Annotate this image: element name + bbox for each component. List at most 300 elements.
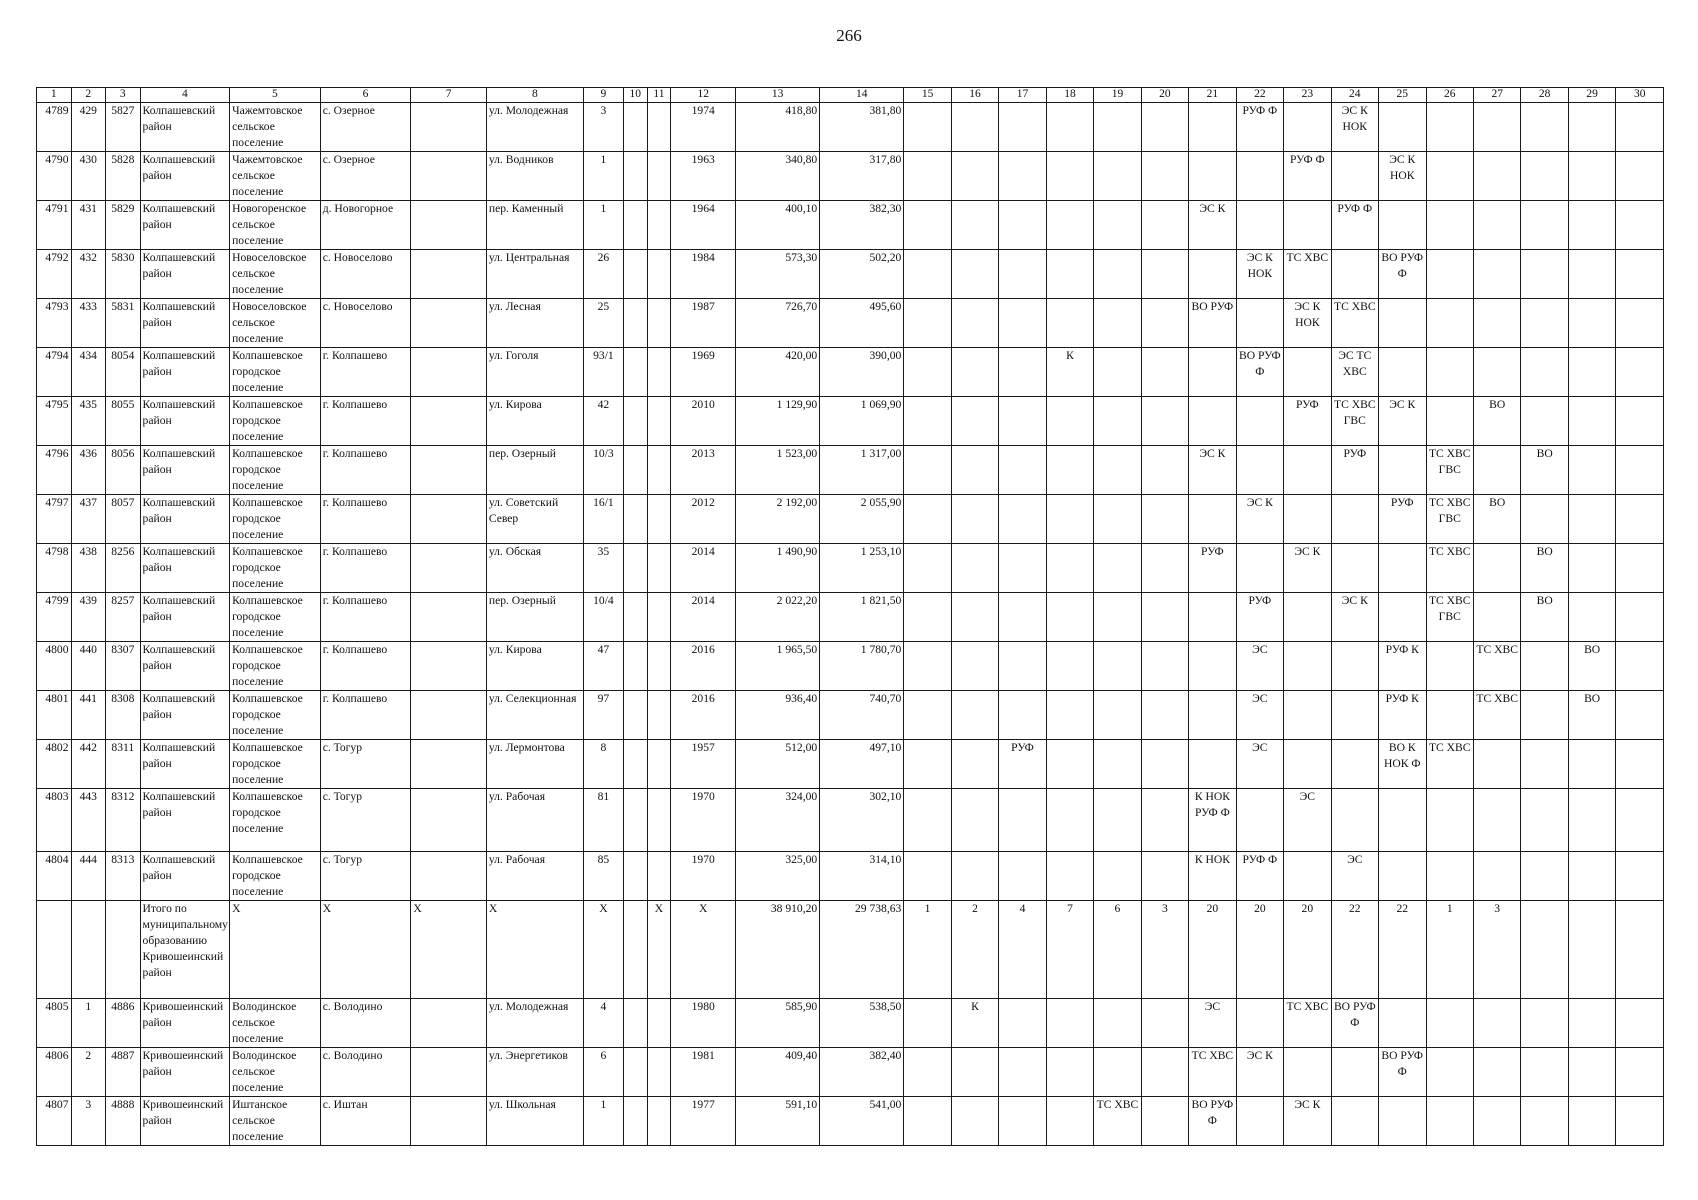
- cell-col-26: [1426, 397, 1473, 446]
- cell-col-20: [1141, 495, 1188, 544]
- cell-col-14: 302,10: [820, 789, 904, 852]
- cell-col-13: 409,40: [736, 1048, 820, 1097]
- cell-col-30: [1616, 103, 1664, 152]
- cell-col-4: Итого по муниципальному образованию Кривошеинский район: [140, 901, 230, 999]
- table-row: [37, 1048, 1664, 1097]
- column-number-14: 14: [820, 88, 904, 103]
- cell-col-10: [623, 250, 647, 299]
- cell-col-1: 4803: [37, 789, 72, 852]
- cell-col-5: Новоселовское сельское поселение: [230, 299, 321, 348]
- column-number-1: 1: [37, 88, 72, 103]
- cell-col-27: [1473, 1097, 1520, 1146]
- cell-col-27: [1473, 999, 1520, 1048]
- cell-col-13: 936,40: [736, 691, 820, 740]
- cell-col-2: 442: [71, 740, 106, 789]
- table-header: [37, 88, 1664, 103]
- cell-col-5: Колпашевское городское поселение: [230, 740, 321, 789]
- cell-col-25: РУФ: [1379, 495, 1426, 544]
- cell-col-8: X: [486, 901, 583, 999]
- cell-col-19: [1094, 691, 1141, 740]
- cell-col-1: 4789: [37, 103, 72, 152]
- cell-col-20: [1141, 999, 1188, 1048]
- cell-col-11: [647, 789, 671, 852]
- cell-col-12: X: [671, 901, 736, 999]
- cell-col-7: [411, 446, 487, 495]
- cell-col-13: 340,80: [736, 152, 820, 201]
- cell-col-19: [1094, 999, 1141, 1048]
- cell-col-14: 495,60: [820, 299, 904, 348]
- cell-col-15: [904, 250, 951, 299]
- cell-col-18: [1046, 397, 1093, 446]
- cell-col-21: К НОК РУФ Ф: [1189, 789, 1236, 852]
- column-number-21: 21: [1189, 88, 1236, 103]
- column-number-16: 16: [951, 88, 998, 103]
- cell-col-8: ул. Лермонтова: [486, 740, 583, 789]
- table-row: [37, 593, 1664, 642]
- cell-col-9: 1: [583, 1097, 623, 1146]
- cell-col-8: пер. Озерный: [486, 446, 583, 495]
- cell-col-12: 1977: [671, 1097, 736, 1146]
- cell-col-23: ТС ХВС: [1284, 250, 1331, 299]
- cell-col-17: [999, 852, 1046, 901]
- cell-col-15: 1: [904, 901, 951, 999]
- cell-col-1: 4791: [37, 201, 72, 250]
- cell-col-18: [1046, 299, 1093, 348]
- table-row: [37, 201, 1664, 250]
- table-body: [37, 103, 1664, 1146]
- cell-col-10: [623, 642, 647, 691]
- cell-col-6: г. Колпашево: [320, 593, 411, 642]
- cell-col-25: 22: [1379, 901, 1426, 999]
- cell-col-2: 440: [71, 642, 106, 691]
- cell-col-28: [1521, 495, 1568, 544]
- cell-col-3: 8054: [106, 348, 141, 397]
- cell-col-4: Кривошеинский район: [140, 1097, 230, 1146]
- column-number-27: 27: [1473, 88, 1520, 103]
- cell-col-20: [1141, 201, 1188, 250]
- cell-col-18: [1046, 642, 1093, 691]
- table-row: [37, 103, 1664, 152]
- cell-col-28: [1521, 901, 1568, 999]
- cell-col-21: [1189, 250, 1236, 299]
- cell-col-11: [647, 691, 671, 740]
- cell-col-1: [37, 901, 72, 999]
- table-row: [37, 348, 1664, 397]
- cell-col-24: [1331, 544, 1378, 593]
- cell-col-4: Колпашевский район: [140, 152, 230, 201]
- cell-col-4: Колпашевский район: [140, 593, 230, 642]
- cell-col-8: ул. Молодежная: [486, 103, 583, 152]
- cell-col-22: ЭС К: [1236, 1048, 1283, 1097]
- cell-col-17: [999, 999, 1046, 1048]
- cell-col-30: [1616, 642, 1664, 691]
- cell-col-24: [1331, 495, 1378, 544]
- cell-col-26: [1426, 250, 1473, 299]
- page-number: 266: [836, 26, 862, 45]
- cell-col-14: 314,10: [820, 852, 904, 901]
- cell-col-16: [951, 495, 998, 544]
- cell-col-20: [1141, 691, 1188, 740]
- column-number-11: 11: [647, 88, 671, 103]
- cell-col-22: [1236, 446, 1283, 495]
- cell-col-10: [623, 495, 647, 544]
- cell-col-12: 1970: [671, 789, 736, 852]
- cell-col-4: Колпашевский район: [140, 397, 230, 446]
- cell-col-27: [1473, 348, 1520, 397]
- cell-col-2: 1: [71, 999, 106, 1048]
- cell-col-4: Колпашевский район: [140, 299, 230, 348]
- cell-col-16: 2: [951, 901, 998, 999]
- cell-col-3: 5830: [106, 250, 141, 299]
- cell-col-20: [1141, 250, 1188, 299]
- cell-col-16: [951, 348, 998, 397]
- cell-col-16: [951, 250, 998, 299]
- cell-col-10: [623, 901, 647, 999]
- cell-col-27: ВО: [1473, 495, 1520, 544]
- cell-col-27: [1473, 544, 1520, 593]
- cell-col-8: пер. Озерный: [486, 593, 583, 642]
- cell-col-2: 430: [71, 152, 106, 201]
- cell-col-3: 4886: [106, 999, 141, 1048]
- cell-col-21: 20: [1189, 901, 1236, 999]
- cell-col-9: 3: [583, 103, 623, 152]
- cell-col-23: [1284, 1048, 1331, 1097]
- cell-col-20: 3: [1141, 901, 1188, 999]
- cell-col-5: Володинское сельское поселение: [230, 1048, 321, 1097]
- cell-col-30: [1616, 691, 1664, 740]
- column-number-24: 24: [1331, 88, 1378, 103]
- cell-col-23: [1284, 348, 1331, 397]
- column-number-22: 22: [1236, 88, 1283, 103]
- cell-col-24: РУФ: [1331, 446, 1378, 495]
- cell-col-24: [1331, 1097, 1378, 1146]
- cell-col-7: [411, 642, 487, 691]
- cell-col-6: с. Новоселово: [320, 299, 411, 348]
- cell-col-30: [1616, 789, 1664, 852]
- cell-col-24: ЭС ТС ХВС: [1331, 348, 1378, 397]
- cell-col-3: 8056: [106, 446, 141, 495]
- cell-col-23: [1284, 740, 1331, 789]
- cell-col-9: 26: [583, 250, 623, 299]
- cell-col-14: 381,80: [820, 103, 904, 152]
- cell-col-19: [1094, 1048, 1141, 1097]
- cell-col-13: 573,30: [736, 250, 820, 299]
- cell-col-4: Колпашевский район: [140, 250, 230, 299]
- cell-col-13: 324,00: [736, 789, 820, 852]
- cell-col-6: г. Колпашево: [320, 446, 411, 495]
- cell-col-24: ТС ХВС: [1331, 299, 1378, 348]
- column-number-4: 4: [140, 88, 230, 103]
- cell-col-14: 317,80: [820, 152, 904, 201]
- cell-col-2: 438: [71, 544, 106, 593]
- cell-col-13: 2 022,20: [736, 593, 820, 642]
- cell-col-5: Колпашевское городское поселение: [230, 691, 321, 740]
- cell-col-15: [904, 348, 951, 397]
- cell-col-5: Колпашевское городское поселение: [230, 495, 321, 544]
- cell-col-1: 4793: [37, 299, 72, 348]
- cell-col-7: [411, 397, 487, 446]
- cell-col-30: [1616, 852, 1664, 901]
- cell-col-28: [1521, 852, 1568, 901]
- cell-col-12: 1970: [671, 852, 736, 901]
- cell-col-28: [1521, 103, 1568, 152]
- cell-col-3: 8311: [106, 740, 141, 789]
- cell-col-7: X: [411, 901, 487, 999]
- cell-col-21: РУФ: [1189, 544, 1236, 593]
- cell-col-11: [647, 544, 671, 593]
- cell-col-8: ул. Кирова: [486, 397, 583, 446]
- cell-col-27: ВО: [1473, 397, 1520, 446]
- cell-col-23: ЭС К НОК: [1284, 299, 1331, 348]
- cell-col-6: г. Колпашево: [320, 495, 411, 544]
- cell-col-2: 435: [71, 397, 106, 446]
- cell-col-26: [1426, 852, 1473, 901]
- cell-col-11: [647, 152, 671, 201]
- column-number-28: 28: [1521, 88, 1568, 103]
- cell-col-17: [999, 348, 1046, 397]
- cell-col-9: 10/3: [583, 446, 623, 495]
- cell-col-18: [1046, 544, 1093, 593]
- cell-col-30: [1616, 348, 1664, 397]
- cell-col-1: 4797: [37, 495, 72, 544]
- cell-col-17: [999, 544, 1046, 593]
- cell-col-21: ВО РУФ: [1189, 299, 1236, 348]
- cell-col-13: 512,00: [736, 740, 820, 789]
- cell-col-1: 4790: [37, 152, 72, 201]
- cell-col-4: Колпашевский район: [140, 789, 230, 852]
- cell-col-13: 38 910,20: [736, 901, 820, 999]
- cell-col-1: 4799: [37, 593, 72, 642]
- cell-col-12: 1963: [671, 152, 736, 201]
- cell-col-27: [1473, 852, 1520, 901]
- cell-col-30: [1616, 740, 1664, 789]
- cell-col-22: РУФ: [1236, 593, 1283, 642]
- cell-col-25: РУФ К: [1379, 642, 1426, 691]
- cell-col-24: [1331, 642, 1378, 691]
- cell-col-26: ТС ХВС ГВС: [1426, 593, 1473, 642]
- cell-col-29: [1568, 495, 1615, 544]
- cell-col-5: Иштанское сельское поселение: [230, 1097, 321, 1146]
- cell-col-15: [904, 299, 951, 348]
- cell-col-24: ТС ХВС ГВС: [1331, 397, 1378, 446]
- cell-col-24: ЭС: [1331, 852, 1378, 901]
- cell-col-29: ВО: [1568, 642, 1615, 691]
- cell-col-9: 1: [583, 201, 623, 250]
- cell-col-2: 443: [71, 789, 106, 852]
- cell-col-5: Колпашевское городское поселение: [230, 789, 321, 852]
- cell-col-7: [411, 299, 487, 348]
- cell-col-15: [904, 397, 951, 446]
- cell-col-9: 81: [583, 789, 623, 852]
- cell-col-30: [1616, 446, 1664, 495]
- column-number-13: 13: [736, 88, 820, 103]
- cell-col-29: [1568, 999, 1615, 1048]
- cell-col-10: [623, 999, 647, 1048]
- cell-col-12: 1980: [671, 999, 736, 1048]
- cell-col-24: 22: [1331, 901, 1378, 999]
- cell-col-18: [1046, 691, 1093, 740]
- cell-col-29: [1568, 446, 1615, 495]
- cell-col-8: ул. Молодежная: [486, 999, 583, 1048]
- cell-col-3: 8312: [106, 789, 141, 852]
- cell-col-11: [647, 495, 671, 544]
- cell-col-22: ВО РУФ Ф: [1236, 348, 1283, 397]
- cell-col-15: [904, 789, 951, 852]
- cell-col-4: Колпашевский район: [140, 691, 230, 740]
- cell-col-26: ТС ХВС: [1426, 544, 1473, 593]
- cell-col-29: [1568, 593, 1615, 642]
- cell-col-12: 2014: [671, 544, 736, 593]
- cell-col-11: [647, 593, 671, 642]
- cell-col-12: 2016: [671, 642, 736, 691]
- table-row: [37, 397, 1664, 446]
- cell-col-27: [1473, 740, 1520, 789]
- cell-col-7: [411, 103, 487, 152]
- cell-col-6: с. Тогур: [320, 740, 411, 789]
- cell-col-26: [1426, 201, 1473, 250]
- column-number-10: 10: [623, 88, 647, 103]
- column-number-30: 30: [1616, 88, 1664, 103]
- cell-col-8: ул. Гоголя: [486, 348, 583, 397]
- cell-col-18: [1046, 852, 1093, 901]
- cell-col-5: X: [230, 901, 321, 999]
- cell-col-15: [904, 446, 951, 495]
- cell-col-5: Новогоренское сельское поселение: [230, 201, 321, 250]
- cell-col-27: [1473, 250, 1520, 299]
- column-number-23: 23: [1284, 88, 1331, 103]
- cell-col-16: [951, 789, 998, 852]
- cell-col-6: г. Колпашево: [320, 642, 411, 691]
- cell-col-22: РУФ Ф: [1236, 103, 1283, 152]
- cell-col-12: 1981: [671, 1048, 736, 1097]
- cell-col-18: [1046, 789, 1093, 852]
- cell-col-20: [1141, 299, 1188, 348]
- cell-col-19: [1094, 789, 1141, 852]
- cell-col-18: [1046, 740, 1093, 789]
- cell-col-30: [1616, 250, 1664, 299]
- cell-col-26: 1: [1426, 901, 1473, 999]
- cell-col-14: 2 055,90: [820, 495, 904, 544]
- cell-col-13: 325,00: [736, 852, 820, 901]
- cell-col-20: [1141, 1097, 1188, 1146]
- cell-col-21: ЭС К: [1189, 201, 1236, 250]
- cell-col-25: [1379, 852, 1426, 901]
- cell-col-11: [647, 348, 671, 397]
- cell-col-10: [623, 691, 647, 740]
- cell-col-6: г. Колпашево: [320, 691, 411, 740]
- cell-col-8: ул. Лесная: [486, 299, 583, 348]
- cell-col-8: пер. Каменный: [486, 201, 583, 250]
- cell-col-30: [1616, 152, 1664, 201]
- cell-col-30: [1616, 901, 1664, 999]
- cell-col-26: ТС ХВС: [1426, 740, 1473, 789]
- cell-col-7: [411, 348, 487, 397]
- cell-col-10: [623, 852, 647, 901]
- cell-col-20: [1141, 348, 1188, 397]
- cell-col-3: 8307: [106, 642, 141, 691]
- total-row: [37, 901, 1664, 999]
- cell-col-27: 3: [1473, 901, 1520, 999]
- cell-col-16: К: [951, 999, 998, 1048]
- cell-col-10: [623, 593, 647, 642]
- cell-col-28: [1521, 642, 1568, 691]
- cell-col-22: [1236, 299, 1283, 348]
- column-number-5: 5: [230, 88, 321, 103]
- cell-col-5: Колпашевское городское поселение: [230, 642, 321, 691]
- cell-col-19: [1094, 299, 1141, 348]
- cell-col-8: ул. Селекционная: [486, 691, 583, 740]
- cell-col-10: [623, 397, 647, 446]
- cell-col-18: [1046, 152, 1093, 201]
- cell-col-12: 1969: [671, 348, 736, 397]
- cell-col-29: [1568, 789, 1615, 852]
- cell-col-19: [1094, 152, 1141, 201]
- cell-col-18: К: [1046, 348, 1093, 397]
- cell-col-1: 4792: [37, 250, 72, 299]
- cell-col-15: [904, 544, 951, 593]
- cell-col-11: X: [647, 901, 671, 999]
- cell-col-4: Колпашевский район: [140, 103, 230, 152]
- cell-col-11: [647, 852, 671, 901]
- cell-col-20: [1141, 103, 1188, 152]
- cell-col-14: 740,70: [820, 691, 904, 740]
- table-row: [37, 852, 1664, 901]
- cell-col-9: 8: [583, 740, 623, 789]
- table-row: [37, 740, 1664, 789]
- cell-col-9: 93/1: [583, 348, 623, 397]
- cell-col-21: К НОК: [1189, 852, 1236, 901]
- cell-col-11: [647, 299, 671, 348]
- table-row: [37, 446, 1664, 495]
- cell-col-23: [1284, 852, 1331, 901]
- cell-col-24: [1331, 789, 1378, 852]
- cell-col-9: 6: [583, 1048, 623, 1097]
- cell-col-22: ЭС: [1236, 740, 1283, 789]
- cell-col-24: [1331, 691, 1378, 740]
- cell-col-6: X: [320, 901, 411, 999]
- cell-col-29: [1568, 544, 1615, 593]
- cell-col-17: [999, 397, 1046, 446]
- cell-col-19: [1094, 397, 1141, 446]
- table-row: [37, 789, 1664, 852]
- cell-col-25: ЭС К: [1379, 397, 1426, 446]
- cell-col-23: ЭС К: [1284, 1097, 1331, 1146]
- table-row: [37, 250, 1664, 299]
- cell-col-9: 1: [583, 152, 623, 201]
- cell-col-15: [904, 103, 951, 152]
- cell-col-10: [623, 740, 647, 789]
- cell-col-18: [1046, 250, 1093, 299]
- cell-col-26: [1426, 103, 1473, 152]
- column-number-15: 15: [904, 88, 951, 103]
- cell-col-3: 8257: [106, 593, 141, 642]
- cell-col-25: [1379, 103, 1426, 152]
- cell-col-21: ЭС: [1189, 999, 1236, 1048]
- cell-col-3: 4887: [106, 1048, 141, 1097]
- cell-col-18: [1046, 593, 1093, 642]
- cell-col-28: [1521, 250, 1568, 299]
- cell-col-21: [1189, 397, 1236, 446]
- cell-col-29: [1568, 152, 1615, 201]
- cell-col-10: [623, 1097, 647, 1146]
- cell-col-21: [1189, 642, 1236, 691]
- cell-col-27: [1473, 103, 1520, 152]
- cell-col-11: [647, 201, 671, 250]
- cell-col-29: [1568, 299, 1615, 348]
- cell-col-13: 2 192,00: [736, 495, 820, 544]
- cell-col-2: 444: [71, 852, 106, 901]
- cell-col-10: [623, 789, 647, 852]
